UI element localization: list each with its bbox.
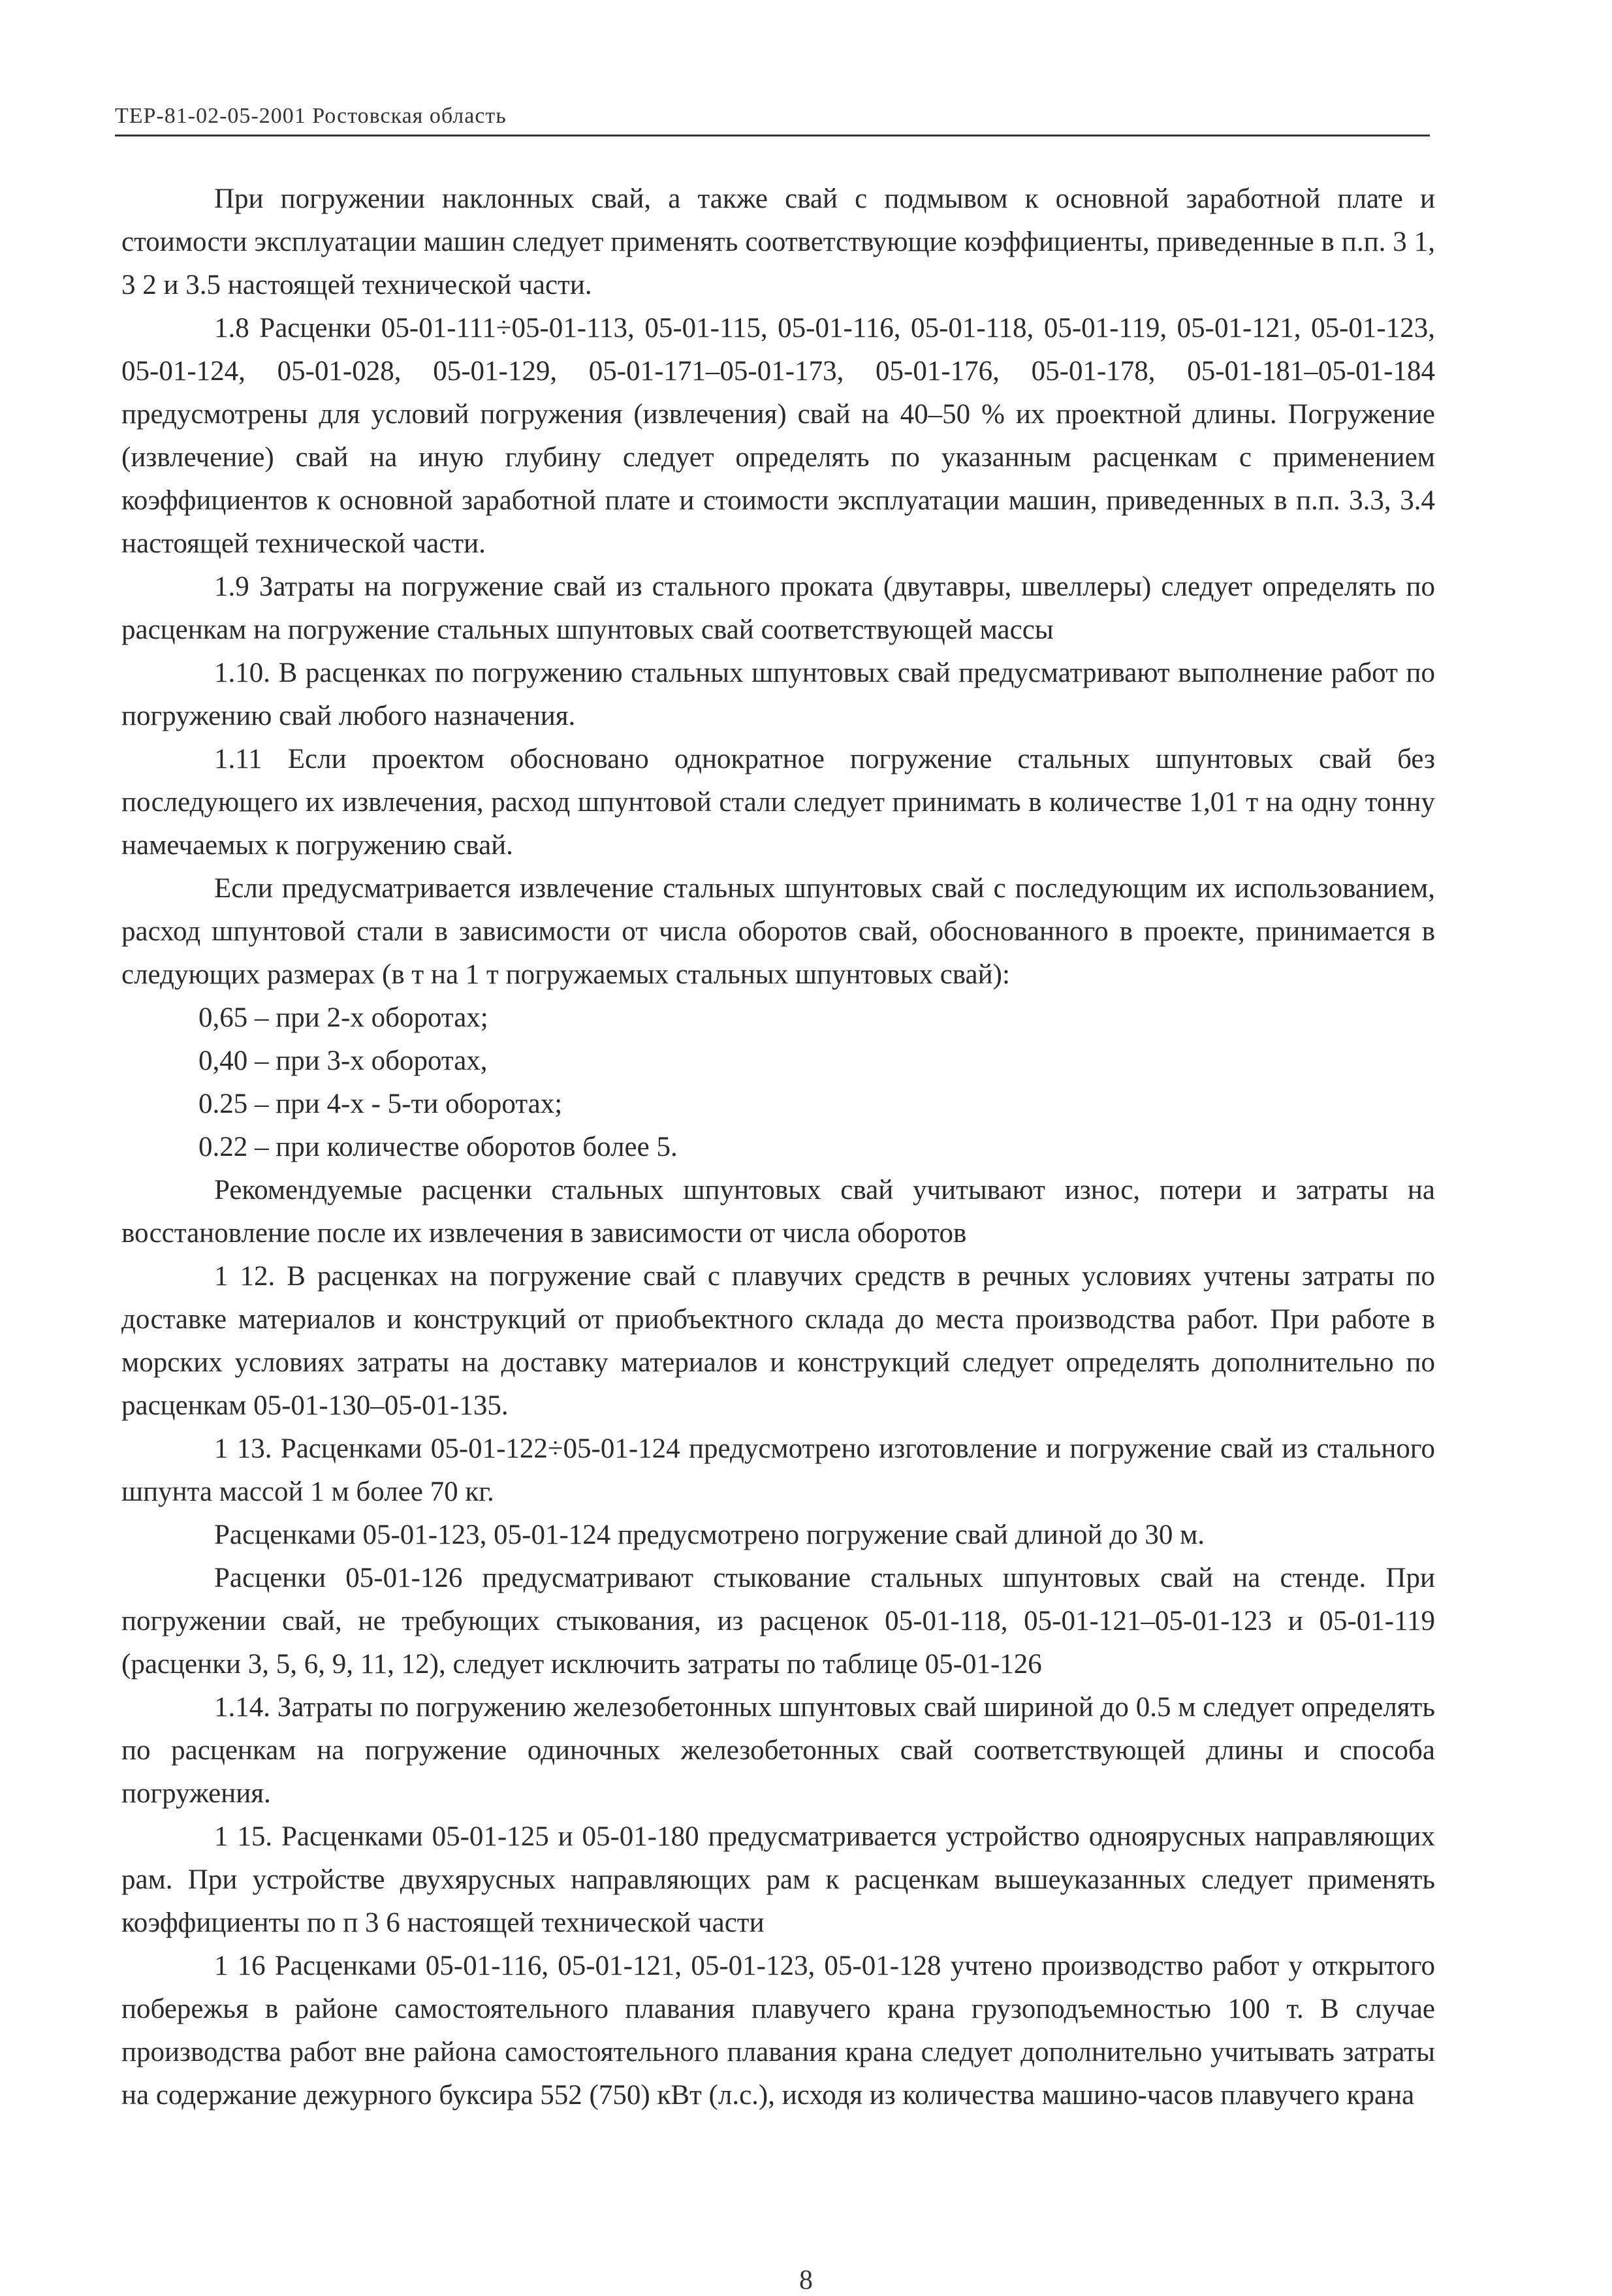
paragraph: При погружении наклонных свай, а также свай с подмывом к основной заработной плате и стоимости эксплуатации машин следует применять соответствующие коэффициенты, приведенные в п.п. 3 1, 3 2 и 3.5 настоящей технической части. xyxy=(121,183,1435,300)
paragraph: 1 15. Расценками 05-01-125 и 05-01-180 предусматривается устройство одноярусных направляющих рам. При устройстве двухярусных направляющих рам к расценкам вышеуказанных следует применять коэффициенты по п 3 6 настоящей технической части xyxy=(121,1821,1435,1938)
paragraph: Расценки 05-01-126 предусматривают стыкование стальных шпунтовых свай на стенде. При погружении свай, не требующих стыкования, из расценок 05-01-118, 05-01-121–05-01-123 и 05-01-119 (расценки 3, 5, 6, 9, 11, 12), следует исключить затраты по таблице 05-01-126 xyxy=(121,1563,1435,1680)
list-item: 0,65 – при 2-х оборотах; xyxy=(198,1002,488,1033)
paragraph: Рекомендуемые расценки стальных шпунтовых свай учитывают износ, потери и затраты на восстановление после их извлечения в зависимости от числа оборотов xyxy=(121,1175,1435,1249)
paragraph: 1.8 Расценки 05-01-111÷05-01-113, 05-01-115, 05-01-116, 05-01-118, 05-01-119, 05-01-121, 05-01-123, 05-01-124, 05-01-028, 05-01-129, 05-01-171–05-01-173, 05-01-176, 05-01-178, 05-01-181–05-01-184 предусмотрены для условий погружения (извлечения) свай на 40–50 % их проектной длины. Погружение (извлечение) свай на иную глубину следует определять по указанным расценкам с применением коэффициентов к основной заработной плате и стоимости эксплуатации машин, приведенных в п.п. 3.3, 3.4 настоящей технической части. xyxy=(121,313,1435,559)
header-title: ТЕР-81-02-05-2001 Ростовская область xyxy=(115,104,507,128)
paragraph: 1.11 Если проектом обосновано однократное погружение стальных шпунтовых свай без последующего их извлечения, расход шпунтовой стали следует принимать в количестве 1,01 т на одну тонну намечаемых к погружению свай. xyxy=(121,744,1435,861)
list-item: 0,40 – при 3-х оборотах, xyxy=(198,1045,488,1076)
list-item: 0.25 – при 4-х - 5-ти оборотах; xyxy=(198,1089,563,1119)
document-header xyxy=(115,98,1430,136)
paragraph: 1.14. Затраты по погружению железобетонных шпунтовых свай шириной до 0.5 м следует определять по расценкам на погружение одиночных железобетонных свай соответствующей длины и способа погружения. xyxy=(121,1692,1435,1809)
paragraph: 1.10. В расценках по погружению стальных шпунтовых свай предусматривают выполнение работ по погружению свай любого назначения. xyxy=(121,658,1435,731)
document-body xyxy=(121,178,1435,2117)
turnover-list xyxy=(121,997,1435,1169)
paragraph: 1 13. Расценками 05-01-122÷05-01-124 предусмотрено изготовление и погружение свай из стального шпунта массой 1 м более 70 кг. xyxy=(121,1433,1435,1507)
paragraph: Если предусматривается извлечение стальных шпунтовых свай с последующим их использованием, расход шпунтовой стали в зависимости от числа оборотов свай, обоснованного в проекте, принимается в следующих размерах (в т на 1 т погружаемых стальных шпунтовых свай): xyxy=(121,873,1435,990)
paragraph: 1 16 Расценками 05-01-116, 05-01-121, 05-01-123, 05-01-128 учтено производство работ у открытого побережья в районе самостоятельного плавания плавучего крана грузоподъемностью 100 т. В случае производства работ вне района самостоятельного плавания крана следует дополнительно учитывать затраты на содержание дежурного буксира 552 (750) кВт (л.с.), исходя из количества машино-часов плавучего крана xyxy=(121,1951,1435,2111)
paragraph: Расценками 05-01-123, 05-01-124 предусмотрено погружение свай длиной до 30 м. xyxy=(214,1520,1205,1550)
paragraph: 1.9 Затраты на погружение свай из стального проката (двутавры, швеллеры) следует определять по расценкам на погружение стальных шпунтовых свай соответствующей массы xyxy=(121,571,1435,645)
paragraph: 1 12. В расценках на погружение свай с плавучих средств в речных условиях учтены затраты по доставке материалов и конструкций от приобъектного склада до места производства работ. При работе в морских условиях затраты на доставку материалов и конструкций следует определять дополнительно по расценкам 05-01-130–05-01-135. xyxy=(121,1261,1435,1421)
list-item: 0.22 – при количестве оборотов более 5. xyxy=(198,1132,678,1162)
page-number: 8 xyxy=(799,2265,813,2295)
